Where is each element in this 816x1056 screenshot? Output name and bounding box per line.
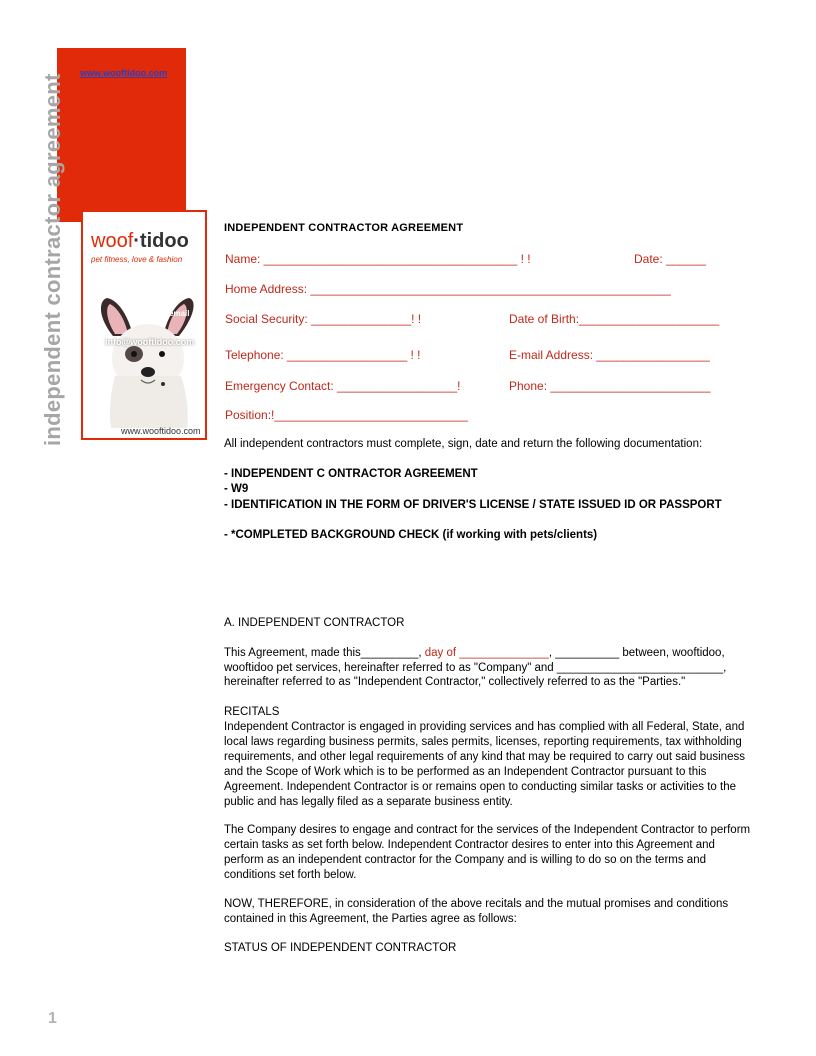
phone-field[interactable]: Phone: ________________________ — [509, 379, 711, 393]
doc-item: - INDEPENDENT C ONTRACTOR AGREEMENT — [224, 468, 478, 480]
telephone-field[interactable]: Telephone: __________________ ! ! — [225, 348, 421, 362]
website-link[interactable]: www.wooftidoo.com — [80, 68, 168, 78]
brand-tagline: pet fitness, love & fashion — [91, 255, 183, 264]
documentation-intro: All independent contractors must complete, sign, date and return the following documentation: — [224, 438, 703, 450]
emergency-contact-field[interactable]: Emergency Contact: __________________! — [225, 379, 461, 393]
intro-day-of: day of ______________ — [421, 647, 549, 659]
paragraph-line: requirements, and other legal requirements of any kind that may be required to carry out said business — [224, 751, 745, 763]
paragraph-line: Independent Contractor is engaged in providing services and has complied with all Federal, State, and — [224, 721, 745, 733]
paragraph-line: The Company desires to engage and contract for the services of the Independent Contractor to perform — [224, 824, 751, 836]
paragraph-line: NOW, THEREFORE, in consideration of the above recitals and the mutual promises and conditions — [224, 898, 729, 910]
brand-card — [81, 210, 207, 440]
agreement-intro-line — [224, 646, 725, 661]
paragraph-line: contained in this Agreement, the Parties agree as follows: — [224, 913, 517, 925]
paragraph-line: Agreement. Independent Contractor is or remains open to conducting similar tasks or activities to the — [224, 781, 737, 793]
status-heading: STATUS OF INDEPENDENT CONTRACTOR — [224, 942, 457, 954]
position-field[interactable]: Position:!_____________________________ — [225, 408, 468, 422]
date-field[interactable]: Date: ______ — [634, 252, 707, 266]
card-email-label: email — [169, 309, 190, 318]
paragraph-line: local laws regarding business permits, sales permits, licenses, reporting requirements, tax withholding — [224, 736, 742, 748]
social-security-field[interactable]: Social Security: _______________! ! — [225, 312, 422, 326]
vertical-document-title: independent contractor agreement — [40, 73, 65, 446]
recitals-paragraph-3 — [224, 897, 728, 927]
recitals-heading: RECITALS — [224, 706, 280, 718]
paragraph-line: conditions set forth below. — [224, 869, 357, 881]
home-address-field[interactable]: Home Address: ______________________________________________________ — [225, 282, 671, 296]
intro-made-this: This Agreement, made this_________, — [224, 647, 422, 659]
doc-item: - IDENTIFICATION IN THE FORM OF DRIVER'S LICENSE / STATE ISSUED ID OR PASSPORT — [224, 499, 722, 511]
card-url: www.wooftidoo.com — [121, 426, 201, 436]
date-of-birth-field[interactable]: Date of Birth:_____________________ — [509, 312, 720, 326]
paragraph-line: perform as an independent contractor for the Company and is willing to do so on the terms and — [224, 854, 706, 866]
paragraph-line: certain tasks as set forth below. Independent Contractor desires to enter into this Agreement and — [224, 839, 715, 851]
page-number: 1 — [48, 1010, 57, 1027]
email-field[interactable]: E-mail Address: _________________ — [509, 348, 710, 362]
logo-dot: · — [133, 230, 140, 252]
doc-item: - W9 — [224, 483, 249, 495]
agreement-title: INDEPENDENT CONTRACTOR AGREEMENT — [224, 222, 464, 234]
recitals-paragraph-1 — [224, 720, 745, 810]
name-field[interactable]: Name: ______________________________________ ! ! — [225, 252, 531, 266]
recitals-paragraph-2 — [224, 823, 750, 883]
agreement-intro-line: wooftidoo pet services, hereinafter referred to as "Company" and __________________________, — [224, 662, 727, 674]
paragraph-line: public and has legally filed as a separate business entity. — [224, 796, 513, 808]
logo-part-tidoo: tidoo — [139, 230, 189, 252]
card-email-address: info@wooftidoo.com — [105, 337, 195, 347]
intro-between: , __________ between, wooftidoo, — [548, 647, 725, 659]
brand-logo — [91, 230, 189, 253]
logo-part-woof: woof — [91, 230, 134, 252]
section-a-heading: A. INDEPENDENT CONTRACTOR — [224, 617, 405, 629]
agreement-intro-line: hereinafter referred to as "Independent Contractor," collectively referred to as the "Parties." — [224, 676, 686, 688]
doc-item: - *COMPLETED BACKGROUND CHECK (if working with pets/clients) — [224, 529, 598, 541]
paragraph-line: and the Scope of Work which is to be performed as an Independent Contractor pursuant to this — [224, 766, 707, 778]
